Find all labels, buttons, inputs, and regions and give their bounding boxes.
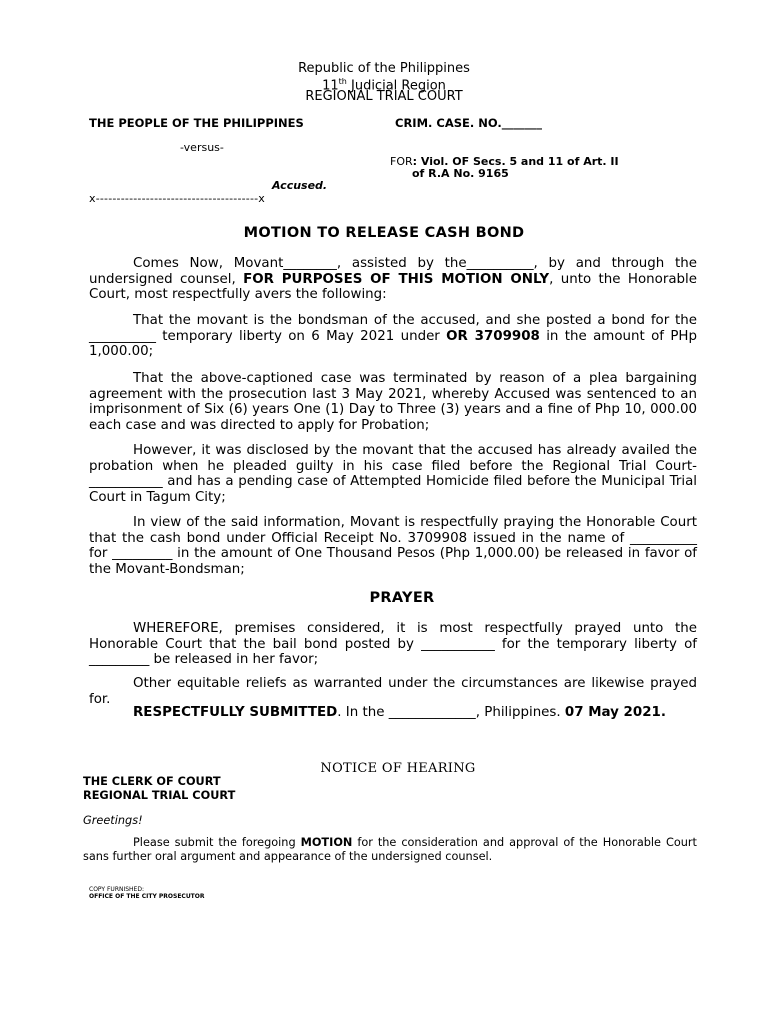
prayer-paragraph-2 bbox=[89, 676, 697, 707]
prayer-paragraph-3 bbox=[89, 705, 697, 721]
p4-text: However, it was disclosed by the movant that the accused has already availed the probation when he pleaded guilty in his case filed before the Regional Trial Court-___________ and has a pending case of Attempted Homicide filed before the Municipal Trial Court in Tagum City; bbox=[89, 443, 697, 505]
respectfully-submitted: RESPECTFULLY SUBMITTED bbox=[133, 705, 338, 720]
motion-paragraph-2 bbox=[89, 313, 697, 360]
notice-addressee-2: REGIONAL TRIAL COURT bbox=[83, 789, 236, 802]
p2-text-bold: OR 3709908 bbox=[446, 328, 540, 344]
motion-paragraph-5 bbox=[89, 515, 697, 577]
for-text-2: of R.A No. 9165 bbox=[412, 167, 509, 180]
header-region-suffix: th bbox=[338, 77, 347, 86]
for-label: FOR bbox=[390, 155, 413, 168]
notice-addressee-1: THE CLERK OF COURT bbox=[83, 775, 221, 788]
notice-body bbox=[83, 836, 697, 864]
prayer-p3-place: . In the _____________, Philippines. bbox=[337, 705, 565, 720]
p1-text-c: , unto the Honorable Court, most respectfully avers the following: bbox=[89, 271, 698, 303]
for-text: : Viol. OF Secs. 5 and 11 of Art. II bbox=[412, 155, 619, 168]
motion-paragraph-4 bbox=[89, 443, 697, 505]
motion-title: MOTION TO RELEASE CASH BOND bbox=[243, 225, 525, 241]
p3-text: That the above-captioned case was terminated by reason of a plea bargaining agreement with the prosecution last 3 May 2021, whereby Accused was sentenced to an imprisonment of Six (6) years One (1) Day to Three (3) years and a fine of Php 10, 000.00 each case and was directed to apply for Probation; bbox=[89, 371, 697, 433]
prayer-p2-text: Other equitable reliefs as warranted under the circumstances are likewise prayed for. bbox=[89, 676, 697, 707]
prayer-p1-text: WHEREFORE, premises considered, it is most respectfully prayed unto the Honorable Court that the bail bond posted by ___________ for the temporary liberty of _________ be released in her favor; bbox=[89, 621, 697, 668]
header-court: REGIONAL TRIAL COURT bbox=[305, 89, 463, 104]
notice-body-bold: MOTION bbox=[300, 836, 353, 849]
notice-greeting: Greetings! bbox=[83, 814, 143, 827]
versus-label: -versus- bbox=[180, 141, 224, 154]
plaintiff-name: THE PEOPLE OF THE PHILIPPINES bbox=[89, 116, 304, 130]
p1-text-a: Comes Now, Movant________, assisted by the__________, by and through the undersigned counsel, bbox=[89, 256, 697, 287]
header-region-text: Judicial Region bbox=[346, 78, 446, 94]
prayer-title: PRAYER bbox=[369, 590, 435, 606]
p1-text-bold: FOR PURPOSES OF THIS MOTION ONLY bbox=[243, 271, 550, 287]
caption-divider: x---------------------------------------x bbox=[89, 192, 266, 205]
motion-paragraph-1 bbox=[89, 256, 697, 303]
copy-furnished-label: COPY FURNISHED: bbox=[89, 886, 144, 893]
notice-body-a: Please submit the foregoing bbox=[133, 836, 301, 849]
notice-title: NOTICE OF HEARING bbox=[320, 761, 476, 776]
p2-text-a: That the movant is the bondsman of the accused, and she posted a bond for the __________ temporary liberty on 6 May 2021 under bbox=[89, 313, 697, 344]
motion-paragraph-3 bbox=[89, 371, 697, 433]
header-republic: Republic of the Philippines bbox=[298, 61, 470, 76]
p5-text: In view of the said information, Movant is respectfully praying the Honorable Court that the cash bond under Official Receipt No. 3709908 issued in the name of __________ for _________ in the amount of One Thousand Pesos (Php 1,000.00) be released in favor of the Movant-Bondsman; bbox=[89, 515, 697, 577]
submission-date: 07 May 2021. bbox=[564, 705, 666, 720]
prayer-paragraph-1 bbox=[89, 621, 697, 668]
p2-text-c: in the amount of PHp 1,000.00; bbox=[89, 328, 697, 360]
accused-label: Accused. bbox=[272, 179, 328, 192]
case-number: CRIM. CASE. NO._______ bbox=[395, 116, 543, 130]
header-region-number: 11 bbox=[322, 78, 339, 94]
copy-furnished-recipient: OFFICE OF THE CITY PROSECUTOR bbox=[89, 893, 205, 900]
notice-body-c: for the consideration and approval of the Honorable Court sans further oral argument and appearance of the undersigned counsel. bbox=[83, 836, 697, 863]
